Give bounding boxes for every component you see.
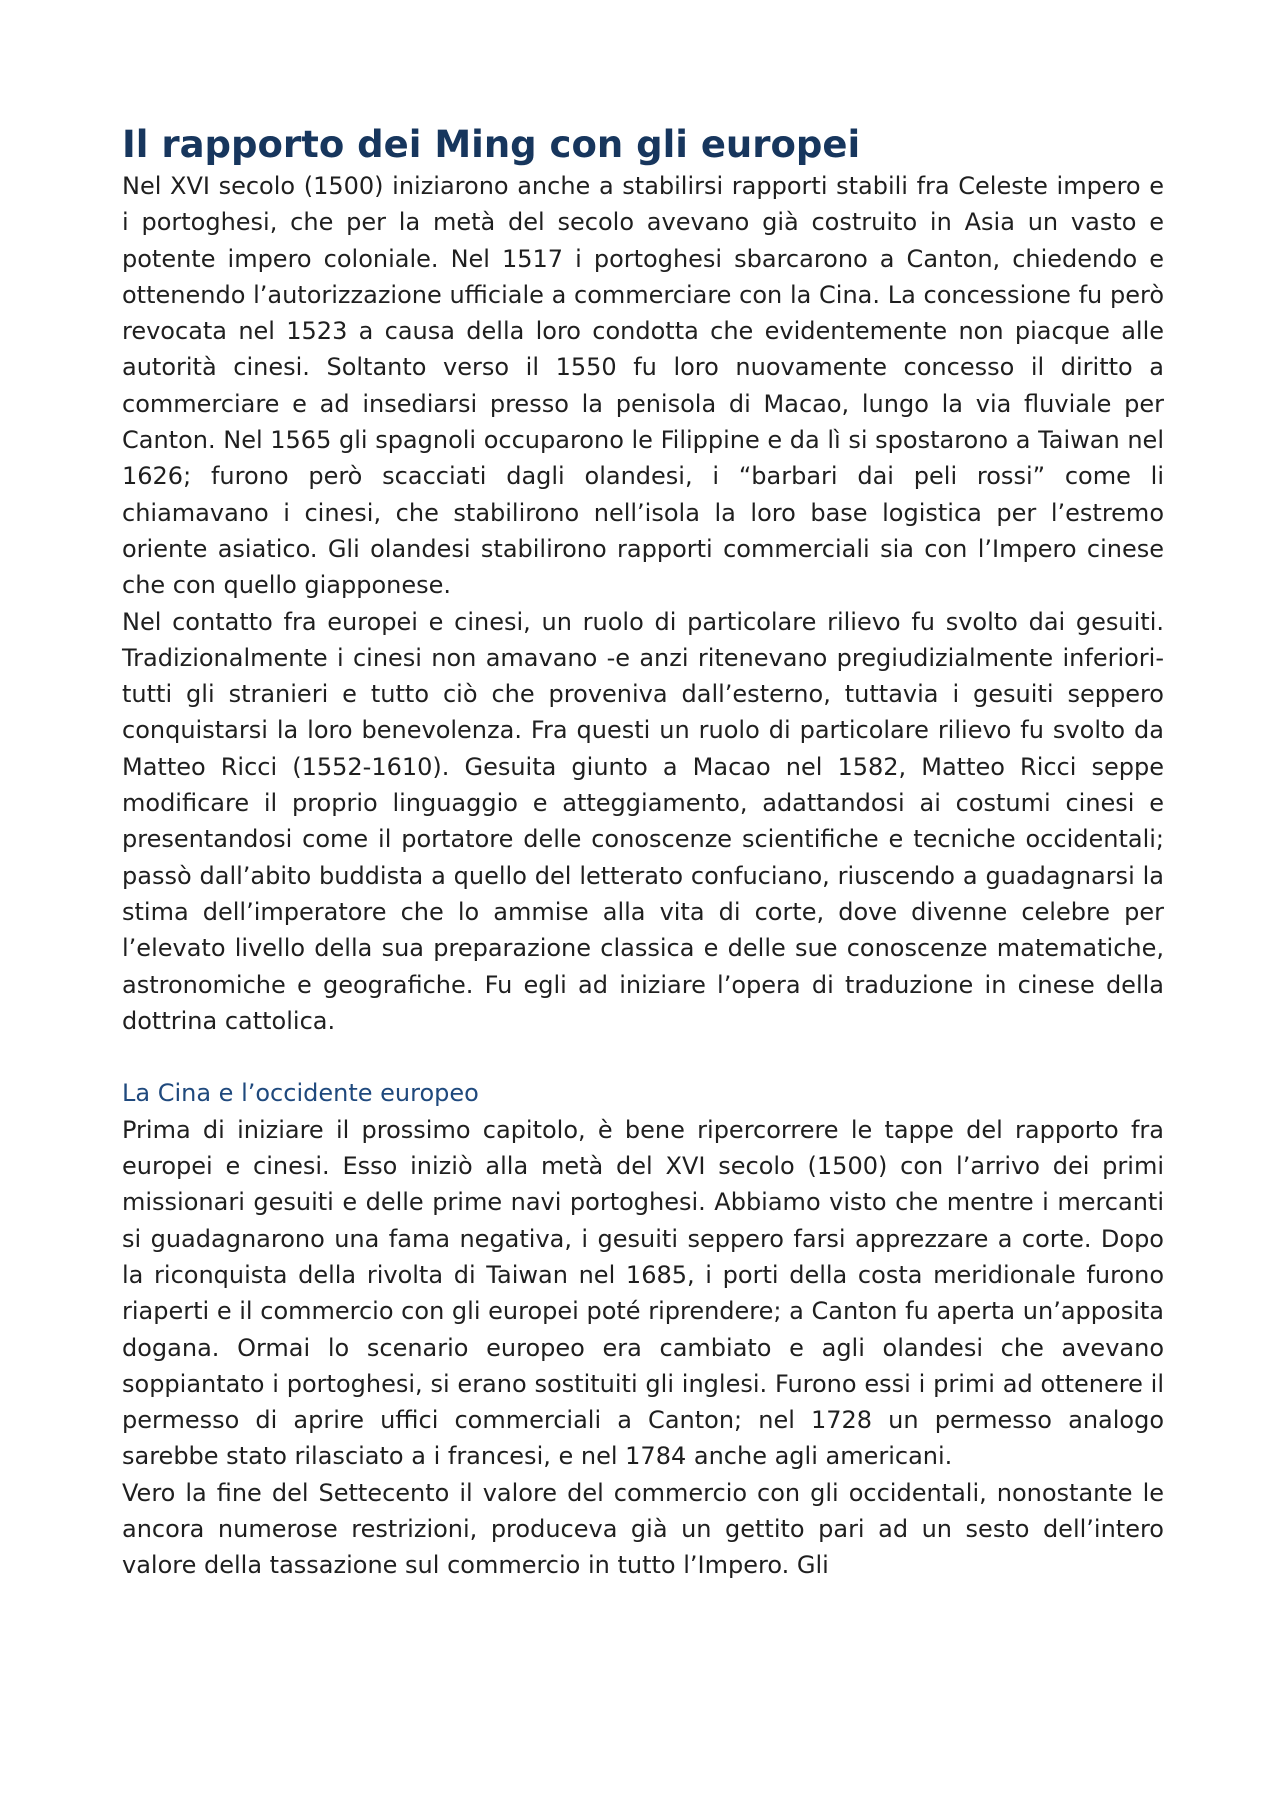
section-heading: La Cina e l’occidente europeo — [122, 1079, 479, 1108]
paragraph: Prima di iniziare il prossimo capitolo, è bene ripercorrere le tappe del rapporto fra europei e cinesi. Esso iniziò alla metà del XVI secolo (1500) con l’arrivo dei primi missionari gesuiti e delle prime navi portoghesi. Abbiamo visto che mentre i mercanti si guadagnarono una fama negativa, i gesuiti seppero farsi apprezzare a corte. Dopo la riconquista della rivolta di Taiwan nel 1685, i porti della costa meridionale furono riaperti e il commercio con gli europei poté riprendere; a Canton fu aperta un’apposita dogana. Ormai lo scenario europeo era cambiato e agli olandesi che avevano soppiantato i portoghesi, si erano sostituiti gli inglesi. Furono essi i primi ad ottenere il permesso di aprire uffici commerciali a Canton; nel 1728 un permesso analogo sarebbe stato rilasciato a i francesi, e nel 1784 anche agli americani. — [122, 1115, 1164, 1471]
paragraph: Vero la fine del Settecento il valore del commercio con gli occidentali, nonostante le ancora numerose restrizioni, produceva già un gettito pari ad un sesto dell’intero valore della tassazione sul commercio in tutto l’Impero. Gli — [122, 1478, 1164, 1580]
paragraph: Nel contatto fra europei e cinesi, un ruolo di particolare rilievo fu svolto dai gesuiti. Tradizionalmente i cinesi non amavano -e anzi ritenevano pregiudizialmente inferiori- tutti gli stranieri e tutto ciò che proveniva dall’esterno, tuttavia i gesuiti seppero conquistarsi la loro benevolenza. Fra questi un ruolo di particolare rilievo fu svolto da Matteo Ricci (1552-1610). Gesuita giunto a Macao nel 1582, Matteo Ricci seppe modificare il proprio linguaggio e atteggiamento, adattandosi ai costumi cinesi e presentandosi come il portatore delle conoscenze scientifiche e tecniche occidentali; passò dall’abito buddista a quello del letterato confuciano, riuscendo a guadagnarsi la stima dell’imperatore che lo ammise alla vita di corte, dove divenne celebre per l’elevato livello della sua preparazione classica e delle sue conoscenze matematiche, astronomiche e geografiche. Fu egli ad iniziare l’opera di traduzione in cinese della dottrina cattolica. — [122, 607, 1164, 1035]
paragraph: Nel XVI secolo (1500) iniziarono anche a stabilirsi rapporti stabili fra Celeste impero e i portoghesi, che per la metà del secolo avevano già costruito in Asia un vasto e potente impero coloniale. Nel 1517 i portoghesi sbarcarono a Canton, chiedendo e ottenendo l’autorizzazione ufficiale a commerciare con la Cina. La concessione fu però revocata nel 1523 a causa della loro condotta che evidentemente non piacque alle autorità cinesi. Soltanto verso il 1550 fu loro nuovamente concesso il diritto a commerciare e ad insediarsi presso la penisola di Macao, lungo la via fluviale per Canton. Nel 1565 gli spagnoli occuparono le Filippine e da lì si spostarono a Taiwan nel 1626; furono però scacciati dagli olandesi, i “barbari dai peli rossi” come li chiamavano i cinesi, che stabilirono nell’isola la loro base logistica per l’estremo oriente asiatico. Gli olandesi stabilirono rapporti commerciali sia con l’Impero cinese che con quello giapponese. — [122, 172, 1164, 600]
document-page — [122, 122, 1164, 1584]
page-title: Il rapporto dei Ming con gli europei — [122, 123, 861, 166]
